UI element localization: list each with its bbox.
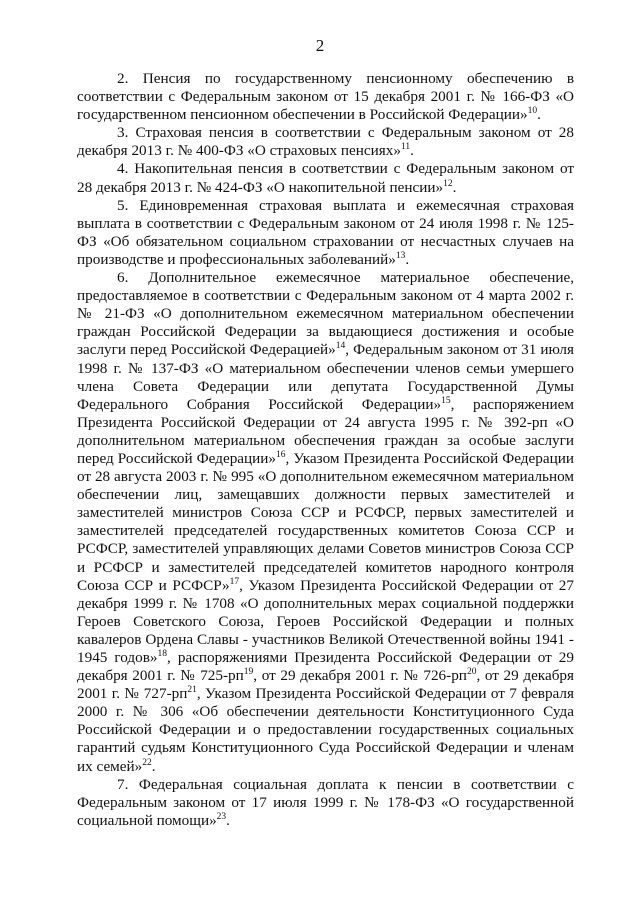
footnote-marker[interactable]: 14 [335, 341, 346, 352]
paragraph-text: 7. Федеральная социальная доплата к пенсии в соответствии с Федеральным законом от 17 июля 1999 г. № 178-ФЗ «О государственной социальной помощи» [77, 775, 574, 829]
footnote-marker[interactable]: 16 [276, 449, 286, 460]
footnote-marker[interactable]: 17 [229, 576, 240, 587]
paragraph-text: , распоряжением Президента Российской Федерации от 24 августа 1995 г. № 392-рп «О дополнительном материальном обеспечения граждан за особые заслуги перед Российской Федерации» [77, 395, 574, 467]
footnote-marker[interactable]: 19 [243, 667, 254, 678]
paragraph-text: 3. Страховая пенсия в соответствии с Федеральным законом от 28 декабря 2013 г. № 400-ФЗ «О страховых пенсиях» [77, 124, 574, 160]
paragraph-text: . [405, 250, 410, 268]
paragraph-p4 [77, 160, 574, 196]
footnote-marker[interactable]: 22 [142, 757, 152, 768]
paragraph-p5 [77, 197, 574, 269]
paragraph-text: . [537, 106, 541, 124]
page-number: 2 [315, 36, 325, 55]
paragraph-text: , Федеральным законом от 31 июля 1998 г. № 137-ФЗ «О материальном обеспечении членов семьи умершего члена Совета Федерации или депутата Государственной Думы Федерального Собрания Российской Федерации» [77, 341, 574, 413]
paragraph-text: 2. Пенсия по государственному пенсионному обеспечению в соответствии с Федеральным законом от 15 декабря 2001 г. № 166-ФЗ «О государственном пенсионном обеспечении в Российской Федерации» [77, 70, 574, 124]
footnote-marker[interactable]: 18 [157, 649, 168, 659]
paragraph-p6 [77, 269, 574, 776]
footnote-marker[interactable]: 12 [443, 178, 453, 189]
paragraph-p7 [77, 776, 574, 830]
paragraph-text: , Указом Президента Российской Федерации от 27 декабря 1999 г. № 1708 «О дополнительных мерах социальной поддержки Героев Советского Союза, Героев Российской Федерации и полных кавалеров Ордена Славы - участников Великой Отечественной войны 1941 - 1945 годов» [77, 576, 574, 666]
paragraph-text: . [410, 142, 414, 160]
paragraph-text: 5. Единовременная страховая выплата и ежемесячная страховая выплата в соответствии с Федеральным законом от 24 июля 1998 г. № 125-ФЗ «Об обязательном социальном страховании от несчастных случаев на производстве и профессиональных заболеваний» [77, 196, 574, 268]
paragraph-text: , от 29 декабря 2001 г. № 726-рп [253, 667, 467, 685]
paragraph-text: . [452, 178, 457, 196]
paragraph-text: , от 29 декабря 2001 г. № 727-рп [77, 667, 575, 703]
document-body [77, 70, 574, 830]
paragraph-p3 [77, 124, 574, 160]
footnote-marker[interactable]: 20 [466, 667, 477, 678]
paragraph-text: , распоряжениями Президента Российской Федерации от 29 декабря 2001 г. № 725-рп [77, 649, 574, 685]
footnote-marker[interactable]: 10 [527, 106, 538, 117]
paragraph-text: . [151, 757, 156, 775]
footnote-marker[interactable]: 15 [441, 395, 451, 406]
paragraph-text: . [226, 811, 230, 829]
paragraph-text: , Указом Президента Российской Федерации от 28 августа 2003 г. № 995 «О дополнительном ежемесячном материальном обеспечении лиц, замещавших должности первых заместителей и заместителей министров Союза ССР и РСФСР, первых заместителей и заместителей председателей государственных комитетов Союза ССР и РСФСР, заместителей управляющих делами Советов министров Союза ССР и РСФСР и заместителей председателей комитетов народного контроля Союза ССР и РСФСР» [77, 449, 574, 594]
footnote-marker[interactable]: 11 [400, 142, 411, 153]
paragraph-p2 [77, 70, 574, 124]
footnote-marker[interactable]: 23 [216, 811, 227, 822]
paragraph-text: 6. Дополнительное ежемесячное материальное обеспечение, предоставляемое в соответствии с Федеральным законом от 4 марта 2002 г. № 21-ФЗ «О дополнительном ежемесячном материальном обеспечении граждан Российской Федерации за выдающиеся достижения и особые заслуги перед Российской Федерацией» [77, 269, 574, 359]
footnote-marker[interactable]: 13 [395, 250, 406, 261]
footnote-marker[interactable]: 21 [187, 685, 197, 696]
paragraph-text: 4. Накопительная пенсия в соответствии с Федеральным законом от 28 декабря 2013 г. № 424-ФЗ «О накопительной пенсии» [77, 160, 574, 196]
paragraph-text: , Указом Президента Российской Федерации от 7 февраля 2000 г. № 306 «Об обеспечении деятельности Конституционного Суда Российской Федерации и о предоставлении государственных социальных гарантий судьям Конституционного Суда Российской Федерации и членам их семей» [77, 685, 575, 775]
